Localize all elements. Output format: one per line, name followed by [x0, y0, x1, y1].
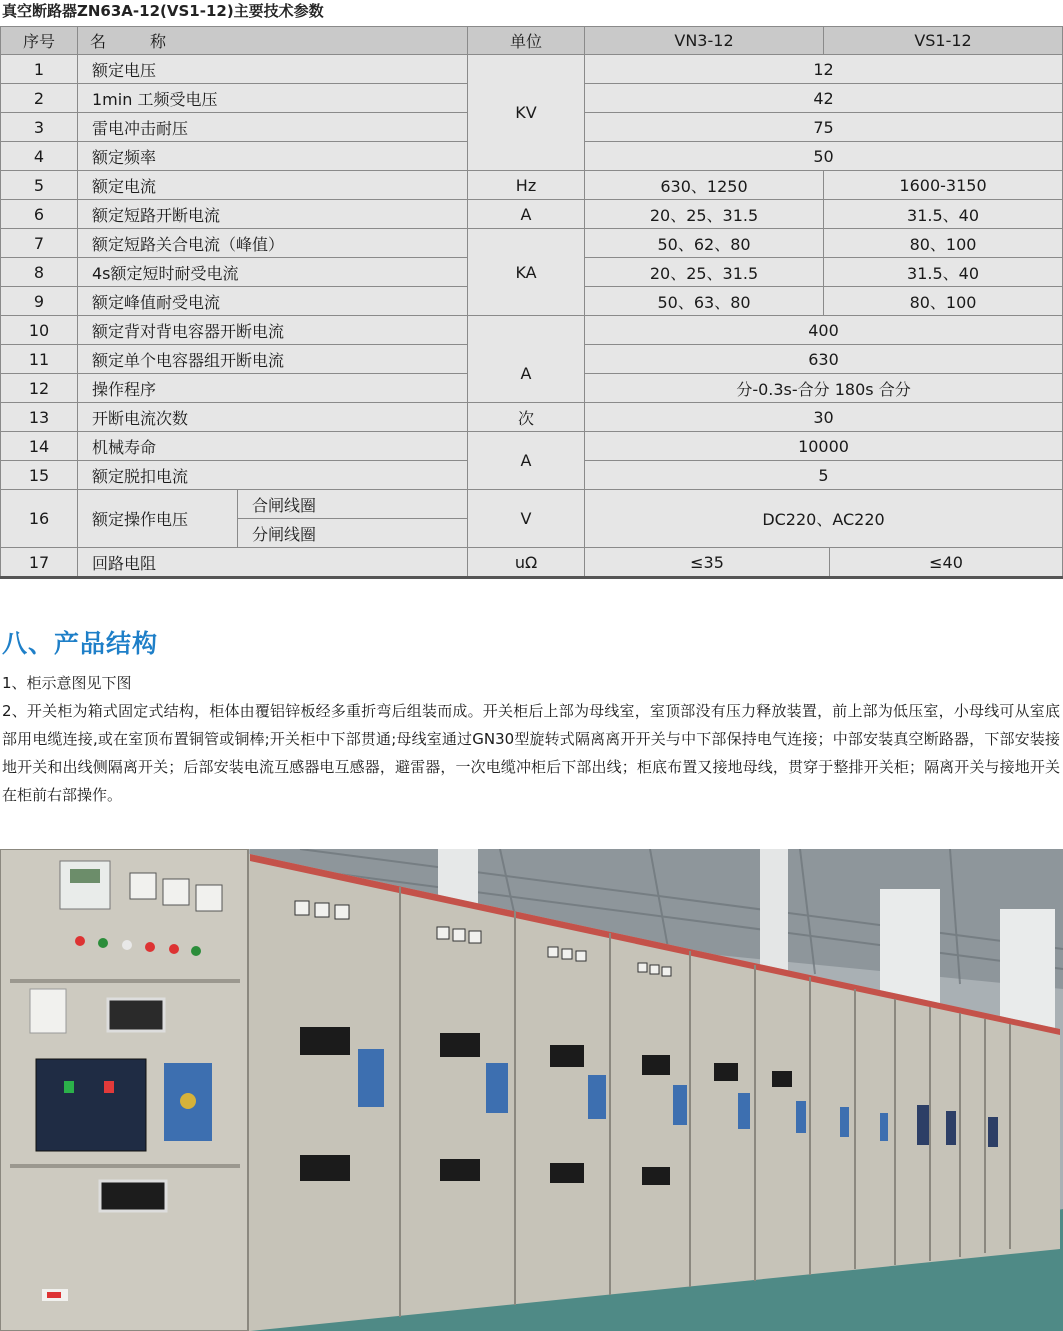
row-name: 额定电压: [78, 55, 468, 84]
row-subname: 合闸线圈: [238, 490, 468, 519]
row-unit: KV: [468, 55, 585, 171]
row-unit: [468, 316, 585, 403]
row-value-vs1: ≤40: [830, 548, 1063, 578]
row-no: 11: [1, 345, 78, 374]
row-unit: A: [468, 200, 585, 229]
row-name: 回路电阻: [78, 548, 468, 578]
row-unit-text: A: [520, 363, 532, 383]
row-name: 额定操作电压: [78, 490, 238, 548]
table-row: [1, 229, 1063, 258]
row-no: 16: [1, 490, 78, 548]
row-name: 额定频率: [78, 142, 468, 171]
row-subname: 分闸线圈: [238, 519, 468, 548]
row-value: 400: [585, 316, 1063, 345]
row-value: 5: [585, 461, 1063, 490]
table-title: 真空断路器ZN63A-12(VS1-12)主要技术参数: [2, 2, 324, 20]
row-name: 额定峰值耐受电流: [78, 287, 468, 316]
row-no: 3: [1, 113, 78, 142]
switchgear-illustration: [0, 849, 1063, 1331]
table-row: [1, 316, 1063, 345]
row-unit: Hz: [468, 171, 585, 200]
paragraph-2: 2、开关柜为箱式固定式结构，柜体由覆铝锌板经多重折弯后组装而成。开关柜后上部为母线室，室顶部没有压力释放装置，前上部为低压室，小母线可从室底部用电缆连接,或在室顶布置铜管或铜棒;开关柜中下部贯通;母线室通过GN30型旋转式隔离离开开关与中下部保持电气连接；中部安装真空断路器，下部安装接地开关和出线侧隔离开关；后部安装电流互感器电互感器，避雷器，一次电缆冲柜后下部出线；柜底布置又接地母线，贯穿于整排开关柜；隔离开关与接地开关在柜前右部操作。: [2, 702, 1060, 804]
row-name: 额定短路开断电流: [78, 200, 468, 229]
row-unit: KA: [468, 229, 585, 316]
spec-table: [0, 26, 1063, 579]
row-no: 7: [1, 229, 78, 258]
row-name: 额定背对背电容器开断电流: [78, 316, 468, 345]
row-value-vn3: 630、1250: [585, 171, 824, 200]
section-heading: 八、产品结构: [2, 629, 159, 658]
table-row: [1, 200, 1063, 229]
row-value-vn3: 20、25、31.5: [585, 258, 824, 287]
row-name: 操作程序: [78, 374, 468, 403]
paragraph-1: 1、柜示意图见下图: [2, 674, 132, 692]
table-row: [1, 432, 1063, 461]
switchgear-photo: [0, 849, 1063, 1331]
row-value-vn3: 50、62、80: [585, 229, 824, 258]
row-value: 50: [585, 142, 1063, 171]
row-value-vs1: 80、100: [824, 229, 1063, 258]
table-row: [1, 55, 1063, 84]
row-no: 13: [1, 403, 78, 432]
row-value-vs1: 80、100: [824, 287, 1063, 316]
header-vs1: VS1-12: [824, 27, 1063, 55]
row-value-vs1: 31.5、40: [824, 258, 1063, 287]
row-no: 10: [1, 316, 78, 345]
row-name: 额定脱扣电流: [78, 461, 468, 490]
row-name: 额定电流: [78, 171, 468, 200]
row-value: 10000: [585, 432, 1063, 461]
row-value-vs1: 1600-3150: [824, 171, 1063, 200]
row-unit: 次: [468, 403, 585, 432]
row-value-vn3: 20、25、31.5: [585, 200, 824, 229]
row-value: 42: [585, 84, 1063, 113]
table-row: [1, 171, 1063, 200]
table-row: [1, 403, 1063, 432]
row-name: 机械寿命: [78, 432, 468, 461]
row-name: 额定单个电容器组开断电流: [78, 345, 468, 374]
row-value: DC220、AC220: [585, 490, 1063, 548]
header-unit: 单位: [468, 27, 585, 55]
row-no: 12: [1, 374, 78, 403]
row-unit: A: [468, 432, 585, 490]
row-value-vn3: 50、63、80: [585, 287, 824, 316]
row-unit: V: [468, 490, 585, 548]
row-value: 30: [585, 403, 1063, 432]
row-value: 12: [585, 55, 1063, 84]
row-name: 额定短路关合电流（峰值）: [78, 229, 468, 258]
row-no: 9: [1, 287, 78, 316]
row-no: 4: [1, 142, 78, 171]
row-no: 17: [1, 548, 78, 578]
row-no: 5: [1, 171, 78, 200]
table-header-row: [1, 27, 1063, 55]
row-no: 2: [1, 84, 78, 113]
row-name: 开断电流次数: [78, 403, 468, 432]
row-value: 分-0.3s-合分 180s 合分: [585, 374, 1063, 403]
row-no: 8: [1, 258, 78, 287]
row-name: 雷电冲击耐压: [78, 113, 468, 142]
row-no: 14: [1, 432, 78, 461]
row-no: 6: [1, 200, 78, 229]
header-vn3: VN3-12: [585, 27, 824, 55]
row-no: 15: [1, 461, 78, 490]
row-value-vs1: 31.5、40: [824, 200, 1063, 229]
row-value-vn3: ≤35: [585, 548, 830, 578]
row-value: 630: [585, 345, 1063, 374]
row-unit: uΩ: [468, 548, 585, 578]
table-row: [1, 548, 1063, 578]
row-name: 4s额定短时耐受电流: [78, 258, 468, 287]
table-row: [1, 490, 1063, 519]
header-name: 名 称: [78, 27, 468, 55]
header-no: 序号: [1, 27, 78, 55]
row-no: 1: [1, 55, 78, 84]
row-value: 75: [585, 113, 1063, 142]
row-name: 1min 工频受电压: [78, 84, 468, 113]
